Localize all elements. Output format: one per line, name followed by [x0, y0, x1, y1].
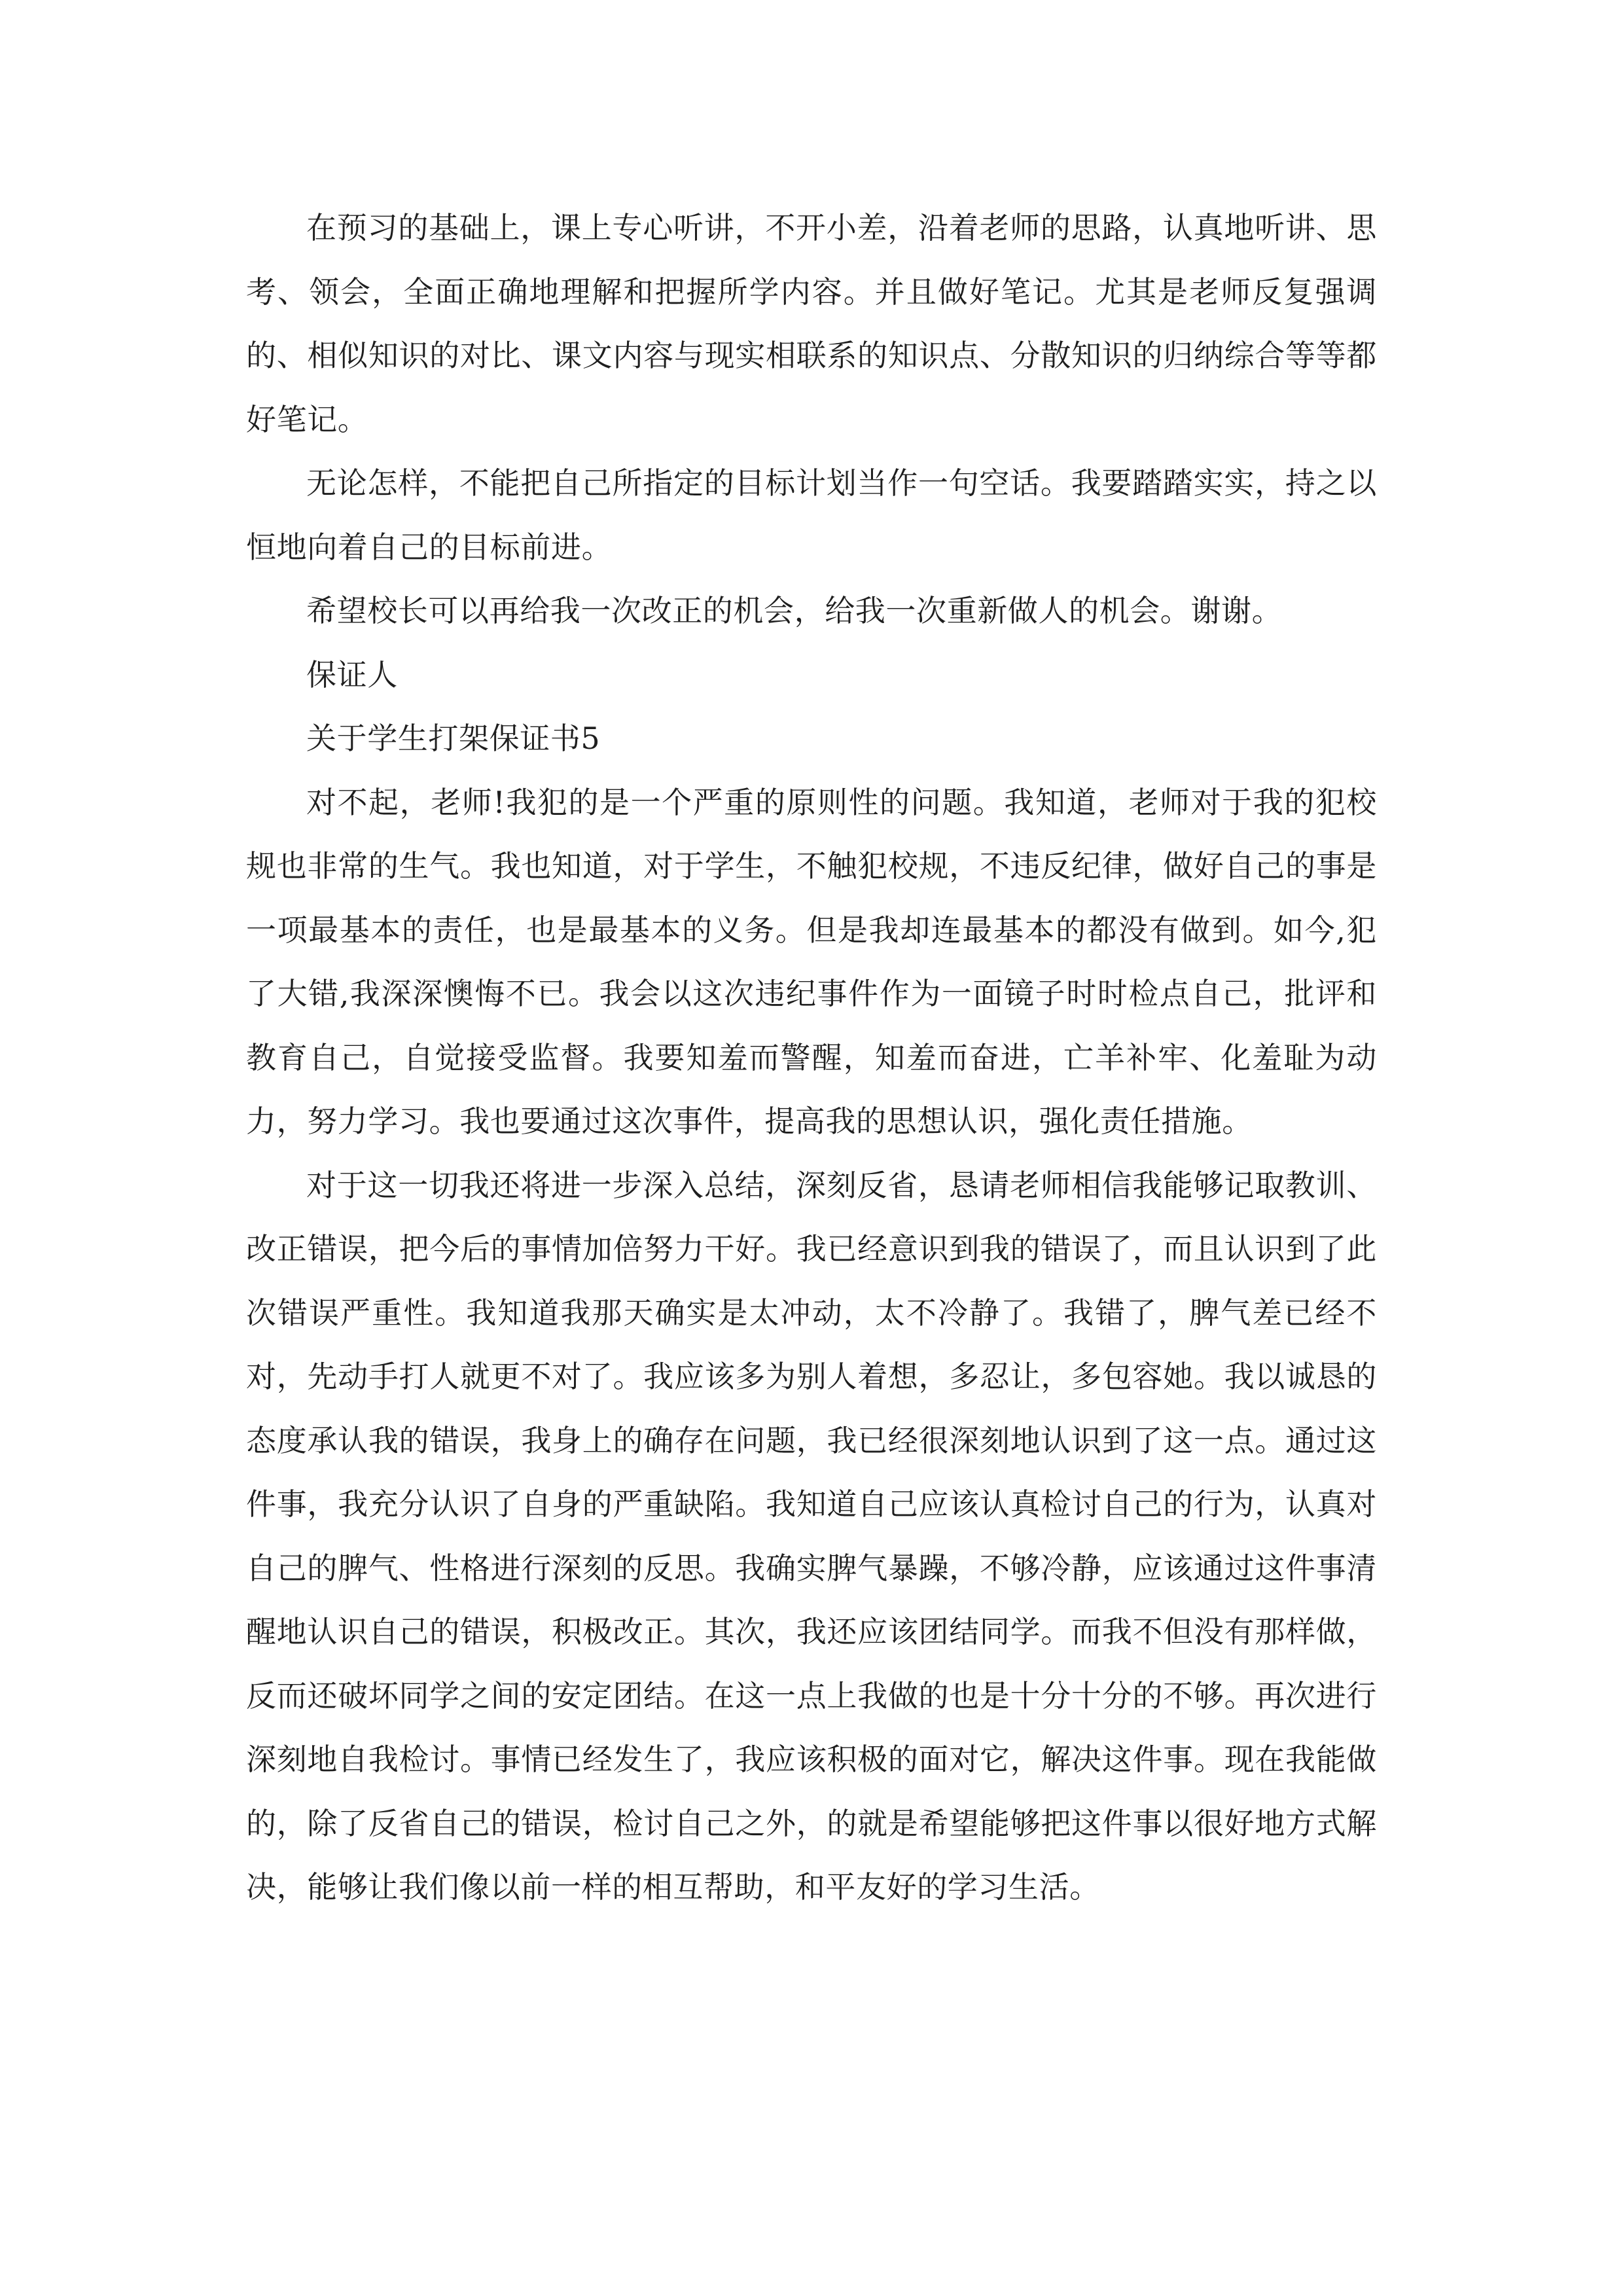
paragraph-request-chance: 希望校长可以再给我一次改正的机会，给我一次重新做人的机会。谢谢。 [306, 593, 1283, 628]
paragraph-reflection: 对于这一切我还将进一步深入总结，深刻反省，恳请老师相信我能够记取教训、改正错误，把今后的事情加倍努力干好。我已经意识到我的错误了，而且认识到了此次错误严重性。我知道我那天确实是太冲动，太不冷静了。我错了，脾气差已经不对，先动手打人就更不对了。我应该多为别人着想，多忍让，多包容她。我以诚恳的态度承认我的错误，我身上的确存在问题，我已经很深刻地认识到了这一点。通过这件事，我充分认识了自身的严重缺陷。我知道自己应该认真检讨自己的行为，认真对自己的脾气、性格进行深刻的反思。我确实脾气暴躁，不够冷静，应该通过这件事清醒地认识自己的错误，积极改正。其次，我还应该团结同学。而我不但没有那样做，反而还破坏同学之间的安定团结。在这一点上我做的也是十分十分的不够。再次进行深刻地自我检讨。事情已经发生了，我应该积极的面对它，解决这件事。现在我能做的，除了反省自己的错误，检讨自己之外，的就是希望能够把这件事以很好地方式解决，能够让我们像以前一样的相互帮助，和平友好的学习生活。 [246, 1167, 1377, 1905]
paragraph-apology: 对不起，老师!我犯的是一个严重的原则性的问题。我知道，老师对于我的犯校规也非常的生气。我也知道，对于学生，不触犯校规，不违反纪律，做好自己的事是一项最基本的责任，也是最基本的义务。但是我却连最基本的都没有做到。如今,犯了大错,我深深懊悔不已。我会以这次违纪事件作为一面镜子时时检点自己，批评和教育自己，自觉接受监督。我要知羞而警醒，知羞而奋进，亡羊补牢、化羞耻为动力，努力学习。我也要通过这次事件，提高我的思想认识，强化责任措施。 [246, 784, 1377, 1139]
signature-label: 保证人 [306, 656, 398, 692]
document-body [246, 196, 1377, 1920]
section-title: 关于学生打架保证书5 [306, 721, 601, 756]
paragraph-goal-plan: 无论怎样，不能把自己所指定的目标计划当作一句空话。我要踏踏实实，持之以恒地向着自己的目标前进。 [246, 465, 1377, 565]
paragraph-study-notes: 在预习的基础上，课上专心听讲，不开小差，沿着老师的思路，认真地听讲、思考、领会，全面正确地理解和把握所学内容。并且做好笔记。尤其是老师反复强调的、相似知识的对比、课文内容与现实相联系的知识点、分散知识的归纳综合等等都好笔记。 [246, 210, 1377, 437]
